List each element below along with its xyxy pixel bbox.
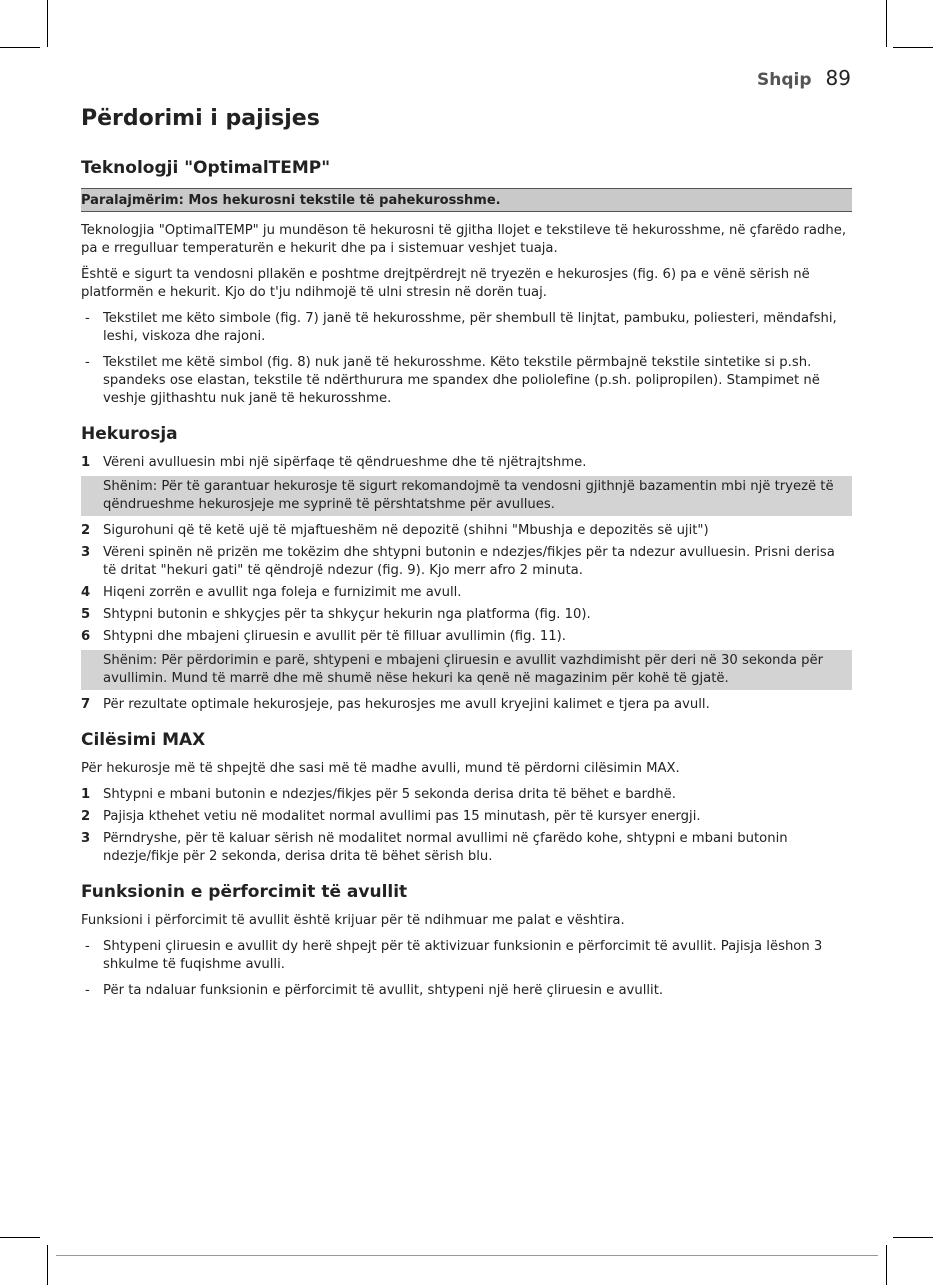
paragraph: Është e sigurt ta vendosni pllakën e poshtme drejtpërdrejt në tryezën e hekurosjes (fig. 6) pa e vënë sërish në platformën e hekurit. Kjo do t'ju ndihmojë të ulni stresin në dorën tuaj. — [81, 267, 810, 300]
step-number: 3 — [81, 545, 91, 560]
list-item: - Tekstilet me këtë simbol (fig. 8) nuk janë të hekurosshme. Këto tekstile përmbajnë tekstile sintetike si p.sh. spandeks ose elastan, tekstile të ndërthurura me spandex dhe poliolefine (p.sh. polipropilen). Stampimet në veshje gjithashtu nuk janë të hekurosshme. — [81, 354, 852, 408]
section-steam-boost — [81, 880, 852, 1000]
page-title: Përdorimi i pajisjes — [81, 106, 320, 131]
step-text: Përndryshe, për të kaluar sërish në modalitet normal avullimi në çfarëdo kohe, shtypni e mbani butonin ndezje/fikje për 2 sekonda, derisa drita të bëhet sërish blu. — [103, 831, 788, 864]
language-label: Shqip — [757, 70, 812, 90]
section-heading: Teknologji "OptimalTEMP" — [81, 158, 331, 178]
bottom-rule — [56, 1255, 878, 1256]
note-box: Shënim: Për të garantuar hekurosje të sigurt rekomandojmë ta vendosni gjithnjë bazamentin mbi një tryezë të qëndrueshme hekurosjeje me syprinë të përshtatshme për avullues. — [81, 476, 852, 516]
step-text: Vëreni spinën në prizën me tokëzim dhe shtypni butonin e ndezjes/fikjes për ta ndezur avulluesin. Prisni derisa të dritat "hekuri gati" të qëndrojë ndezur (fig. 9). Kjo merr afro 2 minuta. — [103, 545, 835, 578]
step-text: Sigurohuni që të ketë ujë të mjaftueshëm në depozitë (shihni "Mbushja e depozitës së ujit") — [103, 523, 709, 538]
step-number: 1 — [81, 455, 91, 470]
section-heading: Funksionin e përforcimit të avullit — [81, 882, 408, 902]
crop-mark — [0, 1237, 40, 1238]
section-max-setting — [81, 728, 852, 866]
warning-banner: Paralajmërim: Mos hekurosni tekstile të pahekurosshme. — [81, 188, 852, 212]
step-text: Shtypni butonin e shkyçjes për ta shkyçur hekurin nga platforma (fig. 10). — [103, 607, 591, 622]
step-item — [81, 696, 852, 714]
crop-mark — [886, 0, 887, 47]
note-box: Shënim: Për përdorimin e parë, shtypeni e mbajeni çliruesin e avullit vazhdimisht për deri në 30 sekonda për avullimin. Mund të marrë dhe më shumë nëse hekuri ka qenë në magazinim për kohë të gjatë. — [81, 650, 852, 690]
crop-mark — [893, 1237, 933, 1238]
crop-mark — [893, 47, 933, 48]
section-optimaltemp — [81, 156, 852, 408]
step-item — [81, 786, 852, 804]
section-heading: Hekurosja — [81, 424, 178, 444]
step-text: Shtypni e mbani butonin e ndezjes/fikjes për 5 sekonda derisa drita të bëhet e bardhë. — [103, 787, 676, 802]
step-text: Shtypni dhe mbajeni çliruesin e avullit për të filluar avullimin (fig. 11). — [103, 629, 566, 644]
list-item: - Tekstilet me këto simbole (fig. 7) janë të hekurosshme, për shembull të linjtat, pambuku, poliesteri, mëndafshi, leshi, viskoza dhe rajoni. — [81, 310, 852, 346]
paragraph: Funksioni i përforcimit të avullit është krijuar për të ndihmuar me palat e vështira. — [81, 913, 625, 928]
paragraph: Teknologjia "OptimalTEMP" ju mundëson të hekurosni të gjitha llojet e tekstileve të hekurosshme, në çfarëdo radhe, pa e rregulluar temperaturën e hekurit dhe pa i sistemuar veshjet tuaja. — [81, 223, 847, 256]
paragraph: Për hekurosje më të shpejtë dhe sasi më të madhe avulli, mund të përdorni cilësimin MAX. — [81, 761, 680, 776]
step-item — [81, 454, 852, 472]
step-number: 2 — [81, 809, 91, 824]
step-text: Për rezultate optimale hekurosjeje, pas hekurosjes me avull kryejini kalimet e tjera pa avull. — [103, 697, 710, 712]
step-number: 5 — [81, 607, 91, 622]
page-header — [757, 66, 851, 94]
crop-mark — [0, 47, 40, 48]
step-item — [81, 544, 852, 580]
step-text: Pajisja kthehet vetiu në modalitet normal avullimi pas 15 minutash, për të kursyer energji. — [103, 809, 701, 824]
crop-mark — [886, 1245, 887, 1285]
section-ironing — [81, 422, 852, 714]
page-number: 89 — [825, 66, 851, 90]
step-item — [81, 830, 852, 866]
step-text: Vëreni avulluesin mbi një sipërfaqe të qëndrueshme dhe të njëtrajtshme. — [103, 455, 587, 470]
crop-mark — [47, 0, 48, 47]
section-heading: Cilësimi MAX — [81, 730, 206, 750]
step-item — [81, 628, 852, 646]
step-number: 3 — [81, 831, 91, 846]
step-number: 1 — [81, 787, 91, 802]
step-number: 4 — [81, 585, 91, 600]
step-number: 7 — [81, 697, 91, 712]
step-text: Hiqeni zorrën e avullit nga foleja e furnizimit me avull. — [103, 585, 462, 600]
step-item — [81, 808, 852, 826]
main-content — [81, 104, 852, 1008]
step-item — [81, 584, 852, 602]
step-number: 2 — [81, 523, 91, 538]
step-item — [81, 522, 852, 540]
list-item: - Për ta ndaluar funksionin e përforcimit të avullit, shtypeni një herë çliruesin e avullit. — [81, 982, 852, 1000]
list-item: - Shtypeni çliruesin e avullit dy herë shpejt për të aktivizuar funksionin e përforcimit të avullit. Pajisja lëshon 3 shkulme të fuqishme avulli. — [81, 938, 852, 974]
step-number: 6 — [81, 629, 91, 644]
step-item — [81, 606, 852, 624]
crop-mark — [47, 1245, 48, 1285]
